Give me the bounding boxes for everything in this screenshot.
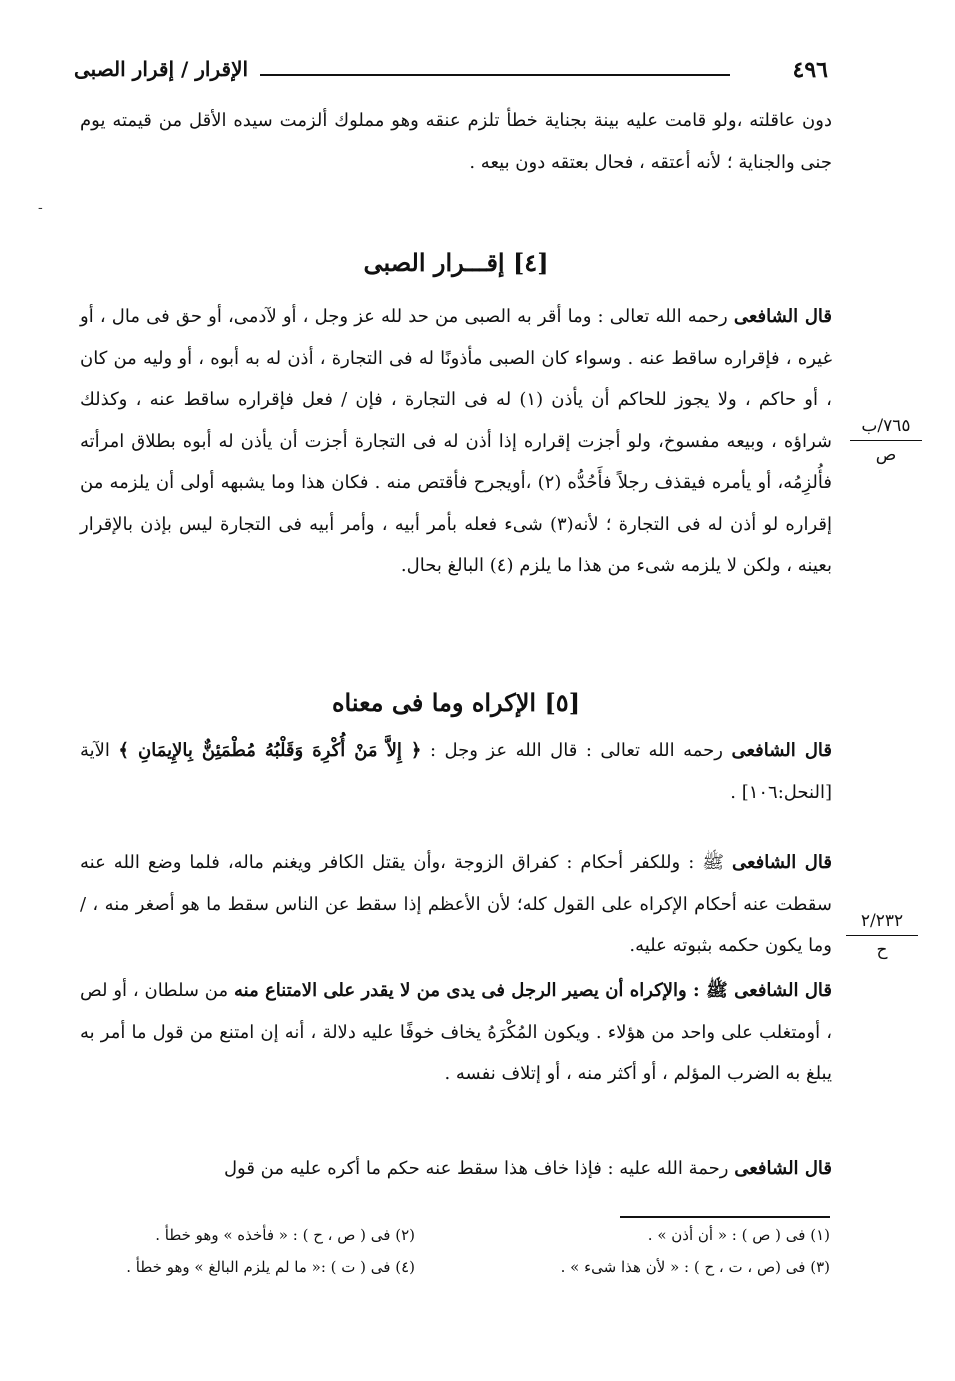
paragraph-3-tail: الآية [النحل:١٠٦] . <box>80 740 832 803</box>
paragraph-6 <box>80 1148 832 1190</box>
paragraph-6-body: رحمة الله عليه : فإذا خاف هذا سقط عنه حكم ما أكره عليه من قول <box>223 1158 735 1179</box>
footnote-2: (٢) فى ( ص ، ح ) : « فأخذه » وهو خطأ . <box>155 1226 415 1244</box>
paragraph-4 <box>80 842 832 967</box>
margin-note-765b-top: ٧٦٥/ب <box>861 416 911 436</box>
section-heading-4: [٤] إقـــرار الصبى <box>363 248 549 277</box>
paragraph-1 <box>80 100 832 183</box>
paragraph-4-body: ﷺ : وللكفر أحكام : كفراق الزوجة ،وأن يقتل الكافر ويغنم ماله، فلما وضع الله عنه سقطت عنه أحكام الإكراه على القول كله؛ لأن الأعظم إذا سقط عن الناس سقط ما هو أصغر منه ، / وما يكون حكمه بثبوته عليه. <box>80 852 832 956</box>
stray-mark: - <box>38 200 43 216</box>
paragraph-5 <box>80 970 832 1095</box>
paragraph-5-bold: ﷺ : والإكراه أن يصير الرجل فى يدى من لا يقدر على الامتناع منه <box>233 980 735 1001</box>
margin-note-232 <box>842 910 922 961</box>
section-heading-5: [٥] الإكراه وما فى معناه <box>331 688 581 717</box>
margin-note-765b-bottom: ص <box>875 445 897 465</box>
paragraph-1-text: دون عاقلته ،ولو قامت عليه بينة بجناية خطأ تلزم عنقه وهو مملوك ألزمت سيده الأقل من قيمته يوم جنى والجناية ؛ لأنه أعتقه ، فحال بعتقه دون بيعه . <box>80 110 832 173</box>
page-header <box>70 55 840 89</box>
page-number: ٤٩٦ <box>792 57 828 83</box>
margin-note-232-bottom: ح <box>876 940 888 960</box>
footnote-rule <box>620 1216 830 1218</box>
paragraph-2-lead: قال الشافعى <box>733 306 832 327</box>
paragraph-2 <box>80 296 832 587</box>
paragraph-3-body: رحمه الله تعالى : قال الله عز وجل : <box>421 740 732 761</box>
margin-note-765b-rule <box>850 440 922 441</box>
paragraph-4-lead: قال الشافعى <box>731 852 832 873</box>
paragraph-2-body: رحمه الله تعالى : وما أقر به الصبى من حد لله عز وجل ، أو لآدمى، أو حق فى مال ، أو غيره ، فإقراره ساقط عنه . وسواء كان الصبى مأذونًا له فى التجارة ، أذن له به أبوه ، أو وليه من كان ، أو حاكم ، ولا يجوز للحاكم أن يأذن (١) له فى التجارة ، فإن / فعل فإقراره ساقط عنه ، وكذلك شراؤه ، وبيعه مفسوخ، ولو أجزت إقراره إذا أذن له فى التجارة أجزت أن يأذن له أبوه بطلاق امرأته فأُلزِمُه، أو يأمره فيقذف رجلاً فأَحُدُّه (٢) ،أويجرح فأقتص منه . فكان هذا وما يشبهه أولى أن يلزمه من إقراره لو أذن له فى التجارة ؛ لأنه(٣) شىء فعله بأمر أبيه ، وأمر أبيه فى التجارة ليس بإذن بالإقرار بعينه ، ولكن لا يلزمه شىء من هذا ما يلزم (٤) البالغ بحال. <box>80 306 832 576</box>
margin-note-232-top: ٢/٢٣٢ <box>860 911 904 931</box>
running-title: الإقرار / إقرار الصبى <box>74 57 249 81</box>
footnote-4: (٤) فى ( ت ) :« ما لم يلزم البالغ » وهو خطأ . <box>126 1258 415 1276</box>
paragraph-3 <box>80 730 832 813</box>
margin-note-232-rule <box>846 935 918 936</box>
footnote-3: (٣) فى (ص ، ت ، ح ) : « لأن هذا شىء » . <box>560 1258 830 1276</box>
paragraph-6-lead: قال الشافعى <box>734 1158 832 1179</box>
quran-verse: ﴿ إِلاَّ مَنْ أُكْرِهَ وَقَلْبُهُ مُطْمَئِنٌّ بِالإِيمَانِ ﴾ <box>118 740 422 761</box>
paragraph-5-lead: قال الشافعى <box>734 980 832 1001</box>
paragraph-5-body: من سلطان ، أو لص ، أومتغلب على واحد من هؤلاء . ويكون المُكْرَهُ يخاف خوفًا عليه دلالة ، أنه إن امتنع من قول ما أمر به يبلغ به الضرب المؤلم ، أو أكثر منه ، أو إتلاف نفسه . <box>80 980 832 1084</box>
margin-note-765b <box>846 415 926 466</box>
header-rule <box>260 74 730 76</box>
footnote-1: (١) فى ( ص ) : « أن أذن » . <box>647 1226 830 1244</box>
paragraph-3-lead: قال الشافعى <box>731 740 832 761</box>
